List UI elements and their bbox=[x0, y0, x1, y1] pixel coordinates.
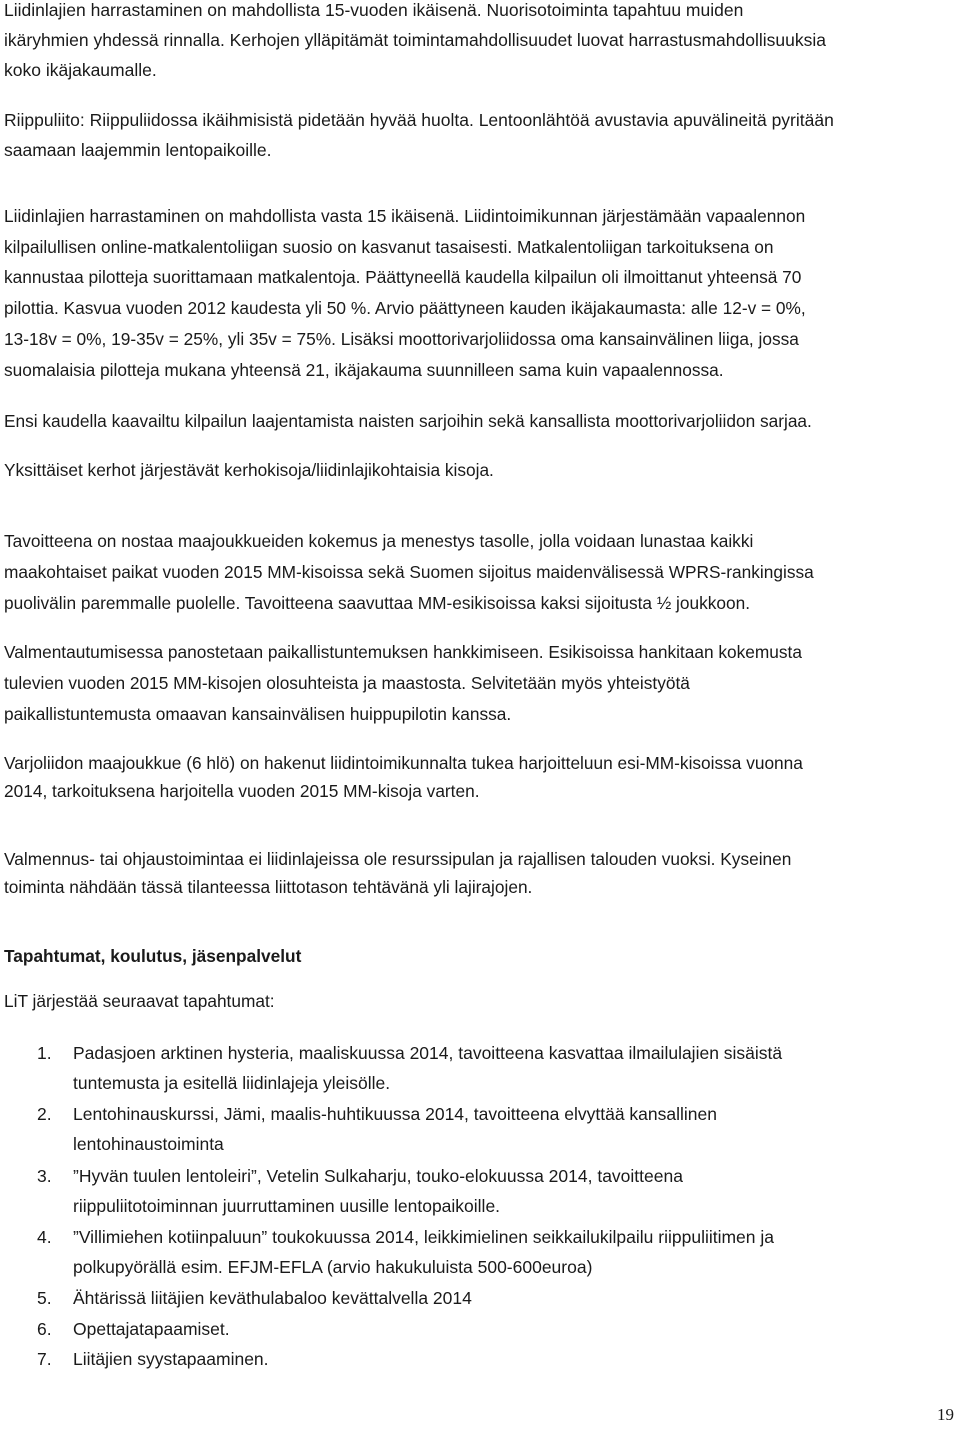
paragraph-training-line-2: tulevien vuoden 2015 MM-kisojen olosuhteista ja maastosta. Selvitetään myös yhteistyötä bbox=[4, 673, 690, 693]
paragraph-competition-line-4: pilottia. Kasvua vuoden 2012 kaudesta yli 50 %. Arvio päättyneen kauden ikäjakaumasta: alle 12-v = 0%, bbox=[4, 298, 806, 318]
paragraph-goals-line-1: Tavoitteena on nostaa maajoukkueiden kokemus ja menestys tasolle, jolla voidaan lunastaa kaikki bbox=[4, 531, 754, 551]
list-item-number: 2. bbox=[37, 1104, 52, 1124]
paragraph-competition-line-1: Liidinlajien harrastaminen on mahdollista vasta 15 ikäisenä. Liidintoimikunnan järjestämään vapaalennon bbox=[4, 206, 806, 226]
list-item-number: 7. bbox=[37, 1349, 52, 1369]
paragraph-coaching-line-2: toiminta nähdään tässä tilanteessa liittotason tehtävänä yli lajirajojen. bbox=[4, 877, 533, 897]
list-item-text: tuntemusta ja esitellä liidinlajeja yleisölle. bbox=[73, 1073, 391, 1093]
paragraph-training-line-3: paikallistuntemusta omaavan kansainvälisen huippupilotin kanssa. bbox=[4, 704, 512, 724]
events-intro: LiT järjestää seuraavat tapahtumat: bbox=[4, 991, 275, 1011]
list-item-text: Liitäjien syystapaaminen. bbox=[73, 1349, 269, 1369]
paragraph-coaching-line-1: Valmennus- tai ohjaustoimintaa ei liidinlajeissa ole resurssipulan ja rajallisen talouden vuoksi. Kyseinen bbox=[4, 849, 792, 869]
paragraph-training-line-1: Valmentautumisessa panostetaan paikallistuntemuksen hankkimiseen. Esikisoissa hankitaan kokemusta bbox=[4, 642, 802, 662]
list-item-number: 1. bbox=[37, 1043, 52, 1063]
section-heading: Tapahtumat, koulutus, jäsenpalvelut bbox=[4, 946, 302, 966]
paragraph-hangglide-line-2: saamaan laajemmin lentopaikoille. bbox=[4, 140, 272, 160]
list-item-number: 3. bbox=[37, 1166, 52, 1186]
paragraph-national-team-line-2: 2014, tarkoituksena harjoitella vuoden 2015 MM-kisoja varten. bbox=[4, 781, 480, 801]
paragraph-competition-line-2: kilpailullisen online-matkalentoliigan suosio on kasvanut tasaisesti. Matkalentoliigan tarkoituksena on bbox=[4, 237, 774, 257]
list-item-text: riippuliitotoiminnan juurruttaminen uusille lentopaikoille. bbox=[73, 1196, 501, 1216]
paragraph-club-competitions: Yksittäiset kerhot järjestävät kerhokisoja/liidinlajikohtaisia kisoja. bbox=[4, 460, 494, 480]
list-item-text: Ähtärissä liitäjien keväthulabaloo kevättalvella 2014 bbox=[73, 1288, 472, 1308]
page-number: 19 bbox=[937, 1405, 954, 1424]
paragraph-competition-line-3: kannustaa pilotteja suorittamaan matkalentoja. Päättyneellä kaudella kilpailun oli ilmoittanut yhteensä 70 bbox=[4, 267, 802, 287]
paragraph-goals-line-2: maakohtaiset paikat vuoden 2015 MM-kisoissa sekä Suomen sijoitus maidenvälisessä WPRS-rankingissa bbox=[4, 562, 814, 582]
paragraph-competition-line-5: 13-18v = 0%, 19-35v = 25%, yli 35v = 75%. Lisäksi moottorivarjoliidossa oma kansainvälinen liiga, jossa bbox=[4, 329, 799, 349]
paragraph-youth-line-3: koko ikäjakaumalle. bbox=[4, 60, 157, 80]
list-item-text: lentohinaustoiminta bbox=[73, 1134, 224, 1154]
paragraph-youth-line-1: Liidinlajien harrastaminen on mahdollista 15-vuoden ikäisenä. Nuorisotoiminta tapahtuu muiden bbox=[4, 0, 744, 20]
paragraph-hangglide-line-1: Riippuliito: Riippuliidossa ikäihmisistä pidetään hyvää huolta. Lentoonlähtöä avustavia apuvälineitä pyritään bbox=[4, 110, 834, 130]
list-item-number: 6. bbox=[37, 1319, 52, 1339]
list-item-text: Opettajatapaamiset. bbox=[73, 1319, 230, 1339]
list-item-text: ”Villimiehen kotiinpaluun” toukokuussa 2014, leikkimielinen seikkailukilpailu riippuliitimen ja bbox=[73, 1227, 775, 1247]
paragraph-expansion: Ensi kaudella kaavailtu kilpailun laajentamista naisten sarjoihin sekä kansallista moottorivarjoliidon sarjaa. bbox=[4, 411, 812, 431]
list-item-text: polkupyörällä esim. EFJM-EFLA (arvio hakukuluista 500-600euroa) bbox=[73, 1257, 593, 1277]
list-item-number: 4. bbox=[37, 1227, 52, 1247]
list-item-number: 5. bbox=[37, 1288, 52, 1308]
list-item-text: ”Hyvän tuulen lentoleiri”, Vetelin Sulkaharju, touko-elokuussa 2014, tavoitteena bbox=[73, 1166, 683, 1186]
paragraph-goals-line-3: puolivälin paremmalle puolelle. Tavoitteena saavuttaa MM-esikisoissa kaksi sijoitusta ½ joukkoon. bbox=[4, 593, 751, 613]
list-item-text: Padasjoen arktinen hysteria, maaliskuussa 2014, tavoitteena kasvattaa ilmailulajien sisäistä bbox=[73, 1043, 783, 1063]
paragraph-competition-line-6: suomalaisia pilotteja mukana yhteensä 21, ikäjakauma suunnilleen sama kuin vapaalennossa. bbox=[4, 360, 724, 380]
paragraph-youth-line-2: ikäryhmien yhdessä rinnalla. Kerhojen ylläpitämät toimintamahdollisuudet luovat harrastusmahdollisuuksia bbox=[4, 30, 826, 50]
list-item-text: Lentohinauskurssi, Jämi, maalis-huhtikuussa 2014, tavoitteena elvyttää kansallinen bbox=[73, 1104, 717, 1124]
paragraph-national-team-line-1: Varjoliidon maajoukkue (6 hlö) on hakenut liidintoimikunnalta tukea harjoitteluun esi-MM-kisoissa vuonna bbox=[4, 753, 803, 773]
